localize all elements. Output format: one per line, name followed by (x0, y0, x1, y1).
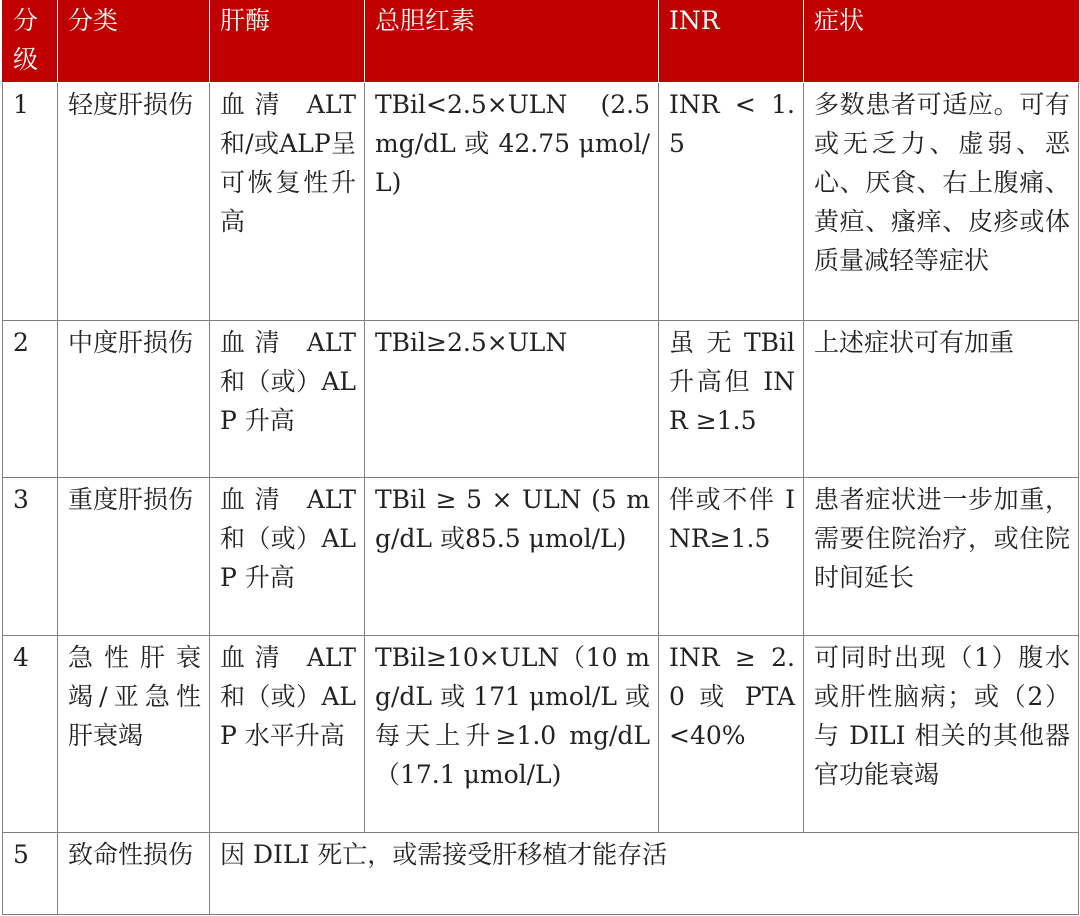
cell-enzyme: 血清 ALT 和（或）ALP 升高 (210, 478, 365, 636)
cell-inr: 虽无TBil升高但 INR ≥1.5 (659, 321, 804, 478)
cell-enzyme: 血清 ALT 和（或）ALP 水平升高 (210, 636, 365, 833)
table-row (3, 83, 1079, 321)
table-row (3, 478, 1079, 636)
cell-tbil: TBil≥2.5×ULN (365, 321, 659, 478)
header-inr: INR (659, 1, 804, 83)
table-row (3, 636, 1079, 833)
cell-enzyme: 血清 ALT 和/或ALP呈可恢复性升高 (210, 83, 365, 321)
header-grade: 分级 (3, 1, 58, 83)
cell-inr: INR < 1.5 (659, 83, 804, 321)
header-tbil: 总胆红素 (365, 1, 659, 83)
header-symptoms: 症状 (804, 1, 1079, 83)
header-enzyme: 肝酶 (210, 1, 365, 83)
cell-grade: 4 (3, 636, 58, 833)
cell-enzyme: 血清 ALT 和（或）ALP 升高 (210, 321, 365, 478)
cell-category: 重度肝损伤 (58, 478, 210, 636)
cell-category: 致命性损伤 (58, 833, 210, 915)
cell-grade: 2 (3, 321, 58, 478)
cell-category: 急性肝衰竭/亚急性肝衰竭 (58, 636, 210, 833)
cell-category: 轻度肝损伤 (58, 83, 210, 321)
table-row (3, 321, 1079, 478)
table-header-row (3, 1, 1079, 83)
cell-grade: 5 (3, 833, 58, 915)
cell-symptoms: 上述症状可有加重 (804, 321, 1079, 478)
cell-merged-outcome: 因 DILI 死亡，或需接受肝移植才能存活 (210, 833, 1079, 915)
cell-tbil: TBil ≥ 5 × ULN (5 mg/dL 或85.5 μmol/L) (365, 478, 659, 636)
cell-grade: 3 (3, 478, 58, 636)
cell-symptoms: 可同时出现（1）腹水或肝性脑病；或（2）与 DILI 相关的其他器官功能衰竭 (804, 636, 1079, 833)
cell-symptoms: 患者症状进一步加重，需要住院治疗，或住院时间延长 (804, 478, 1079, 636)
cell-inr: INR ≥ 2.0 或 PTA<40% (659, 636, 804, 833)
cell-tbil: TBil<2.5×ULN (2.5 mg/dL 或 42.75 μmol/L) (365, 83, 659, 321)
cell-category: 中度肝损伤 (58, 321, 210, 478)
cell-symptoms: 多数患者可适应。可有或无乏力、虚弱、恶心、厌食、右上腹痛、黄疸、瘙痒、皮疹或体质量减轻等症状 (804, 83, 1079, 321)
cell-inr: 伴或不伴 INR≥1.5 (659, 478, 804, 636)
cell-grade: 1 (3, 83, 58, 321)
table-row (3, 833, 1079, 915)
cell-tbil: TBil≥10×ULN（10 mg/dL 或 171 μmol/L 或每天上升≥1.0 mg/dL（17.1 μmol/L) (365, 636, 659, 833)
dili-grading-table (2, 0, 1079, 915)
header-category: 分类 (58, 1, 210, 83)
